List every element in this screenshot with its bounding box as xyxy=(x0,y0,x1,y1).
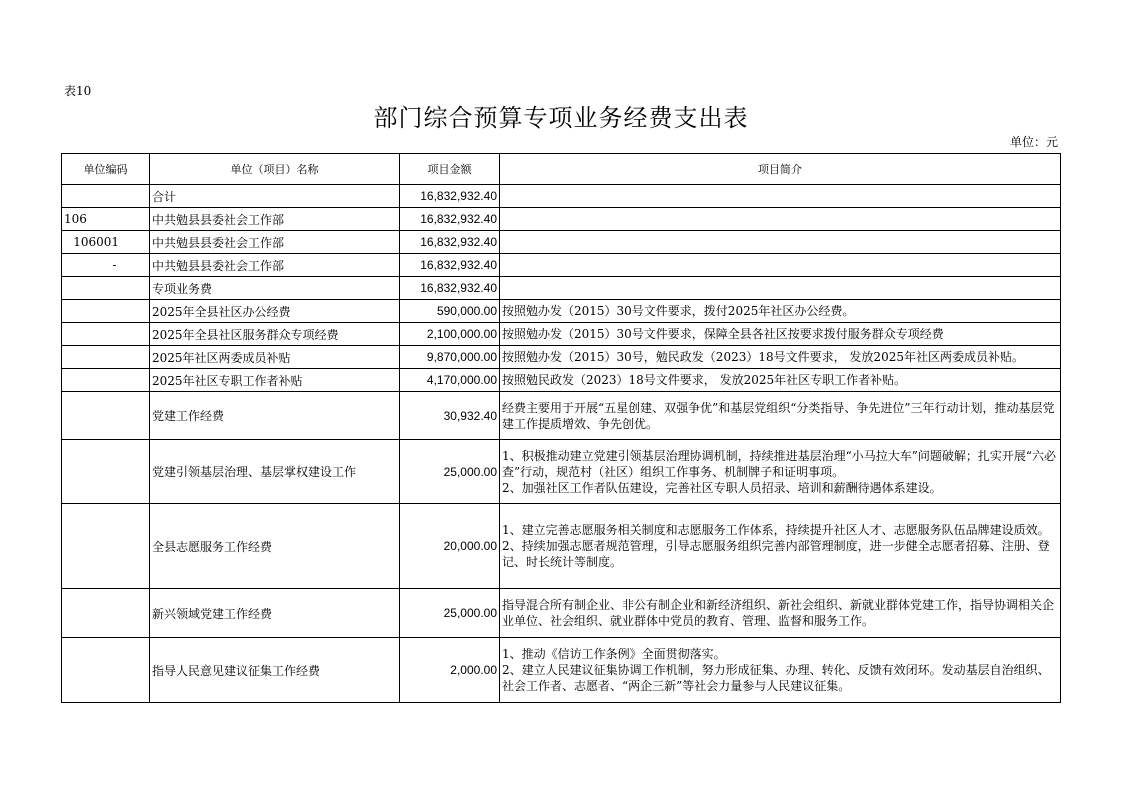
cell-amount: 20,000.00 xyxy=(400,504,500,589)
cell-desc xyxy=(500,208,1061,231)
cell-desc: 经费主要用于开展“五星创建、双强争优”和基层党组织“分类指导、争先进位”三年行动计划，推动基层党建工作提质增效、争先创优。 xyxy=(500,392,1061,440)
cell-code xyxy=(62,504,150,589)
cell-name: 2025年全县社区服务群众专项经费 xyxy=(150,323,400,346)
cell-code xyxy=(62,346,150,369)
table-row xyxy=(62,208,1061,231)
page-title: 部门综合预算专项业务经费支出表 xyxy=(373,104,749,132)
cell-name: 中共勉县县委社会工作部 xyxy=(150,231,400,254)
cell-name: 专项业务费 xyxy=(150,277,400,300)
cell-name: 党建工作经费 xyxy=(150,392,400,440)
cell-code xyxy=(62,638,150,703)
cell-desc: 1、建立完善志愿服务相关制度和志愿服务工作体系，持续提升社区人才、志愿服务队伍品牌建设质效。 2、持续加强志愿者规范管理，引导志愿服务组织完善内部管理制度，进一步健全志愿者招募、注册、登记、时长统计等制度。 xyxy=(500,504,1061,589)
cell-name: 2025年全县社区办公经费 xyxy=(150,300,400,323)
cell-code xyxy=(62,589,150,638)
table-row xyxy=(62,369,1061,392)
cell-name: 2025年社区两委成员补贴 xyxy=(150,346,400,369)
unit-label: 单位：元 xyxy=(1009,135,1058,149)
cell-desc xyxy=(500,185,1061,208)
cell-desc: 按照勉办发（2015）30号，勉民政发（2023）18号文件要求， 发放2025年社区两委成员补贴。 xyxy=(500,346,1061,369)
cell-amount: 16,832,932.40 xyxy=(400,185,500,208)
cell-name: 新兴领域党建工作经费 xyxy=(150,589,400,638)
cell-amount: 25,000.00 xyxy=(400,589,500,638)
cell-name: 中共勉县县委社会工作部 xyxy=(150,254,400,277)
table-row xyxy=(62,504,1061,589)
cell-code xyxy=(62,392,150,440)
cell-code xyxy=(62,185,150,208)
table-number: 表10 xyxy=(64,84,92,98)
cell-amount: 16,832,932.40 xyxy=(400,254,500,277)
cell-desc: 1、推动《信访工作条例》全面贯彻落实。 2、建立人民建议征集协调工作机制，努力形成征集、办理、转化、反馈有效闭环。发动基层自治组织、社会工作者、志愿者、“两企三新”等社会力量参与人民建议征集。 xyxy=(500,638,1061,703)
cell-name: 中共勉县县委社会工作部 xyxy=(150,208,400,231)
cell-amount: 4,170,000.00 xyxy=(400,369,500,392)
cell-desc: 指导混合所有制企业、非公有制企业和新经济组织、新社会组织、新就业群体党建工作，指导协调相关企业单位、社会组织、就业群体中党员的教育、管理、监督和服务工作。 xyxy=(500,589,1061,638)
cell-name: 2025年社区专职工作者补贴 xyxy=(150,369,400,392)
cell-amount: 16,832,932.40 xyxy=(400,277,500,300)
cell-code xyxy=(62,277,150,300)
cell-code: 106001 xyxy=(62,231,150,254)
cell-code xyxy=(62,300,150,323)
table-row xyxy=(62,277,1061,300)
cell-name: 全县志愿服务工作经费 xyxy=(150,504,400,589)
table-row xyxy=(62,254,1061,277)
cell-desc xyxy=(500,231,1061,254)
header-amount: 项目金额 xyxy=(400,154,500,185)
cell-desc xyxy=(500,254,1061,277)
cell-amount: 25,000.00 xyxy=(400,440,500,504)
header-name: 单位（项目）名称 xyxy=(150,154,400,185)
cell-amount: 2,100,000.00 xyxy=(400,323,500,346)
header-desc: 项目简介 xyxy=(500,154,1061,185)
cell-desc: 按照勉办发（2015）30号文件要求，拨付2025年社区办公经费。 xyxy=(500,300,1061,323)
budget-table xyxy=(61,153,1061,703)
cell-code xyxy=(62,323,150,346)
cell-code: - xyxy=(62,254,150,277)
cell-name: 合计 xyxy=(150,185,400,208)
cell-desc: 1、积极推动建立党建引领基层治理协调机制，持续推进基层治理“小马拉大车”问题破解；扎实开展“六必查”行动，规范村（社区）组织工作事务、机制牌子和证明事项。 2、加强社区工作者队伍建设，完善社区专职人员招录、培训和薪酬待遇体系建设。 xyxy=(500,440,1061,504)
table-row xyxy=(62,346,1061,369)
cell-amount: 30,932.40 xyxy=(400,392,500,440)
cell-amount: 590,000.00 xyxy=(400,300,500,323)
table-row xyxy=(62,392,1061,440)
table-row xyxy=(62,589,1061,638)
cell-amount: 9,870,000.00 xyxy=(400,346,500,369)
table-row xyxy=(62,323,1061,346)
cell-code: 106 xyxy=(62,208,150,231)
table-row xyxy=(62,638,1061,703)
table-row xyxy=(62,300,1061,323)
header-code: 单位编码 xyxy=(62,154,150,185)
cell-amount: 16,832,932.40 xyxy=(400,231,500,254)
table-row xyxy=(62,231,1061,254)
table-row xyxy=(62,185,1061,208)
cell-amount: 2,000.00 xyxy=(400,638,500,703)
cell-desc xyxy=(500,277,1061,300)
cell-amount: 16,832,932.40 xyxy=(400,208,500,231)
cell-desc: 按照勉办发（2015）30号文件要求，保障全县各社区按要求拨付服务群众专项经费 xyxy=(500,323,1061,346)
table-row xyxy=(62,440,1061,504)
cell-desc: 按照勉民政发（2023）18号文件要求， 发放2025年社区专职工作者补贴。 xyxy=(500,369,1061,392)
cell-code xyxy=(62,369,150,392)
cell-name: 指导人民意见建议征集工作经费 xyxy=(150,638,400,703)
cell-code xyxy=(62,440,150,504)
cell-name: 党建引领基层治理、基层掌权建设工作 xyxy=(150,440,400,504)
